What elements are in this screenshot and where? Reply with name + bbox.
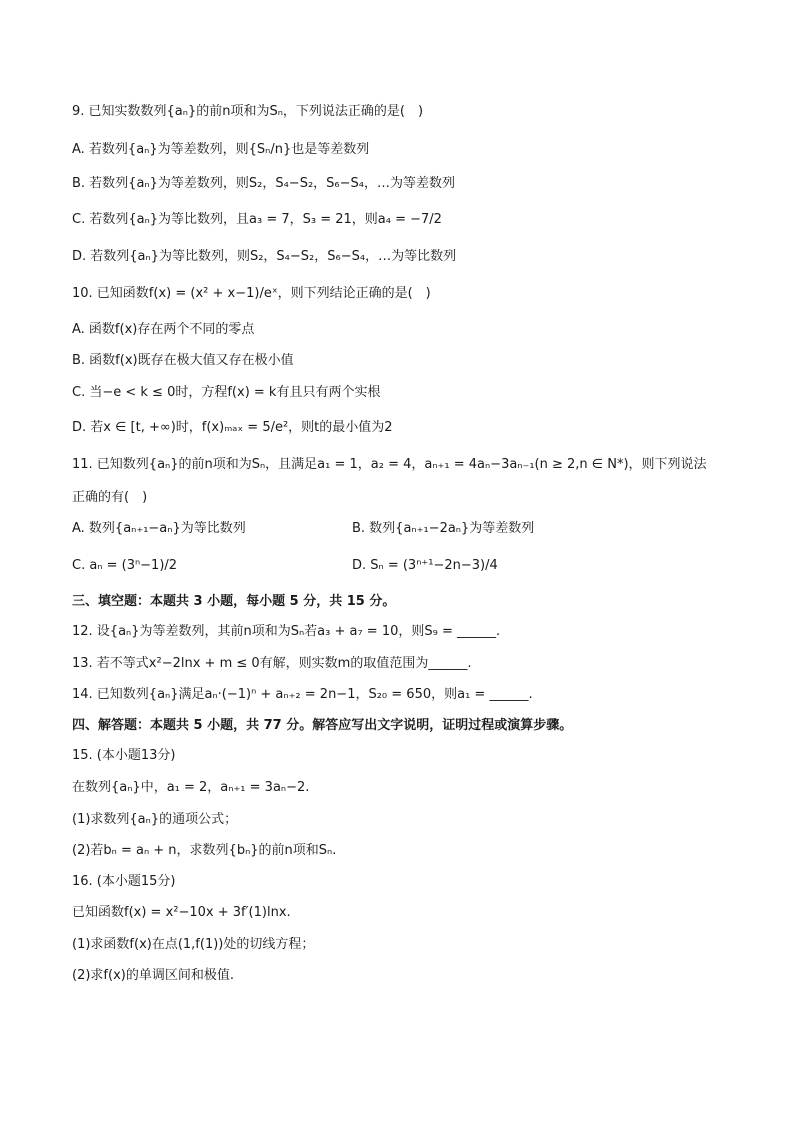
q10-option-c: C. 当−e < k ≤ 0时，方程f(x) = k有且只有两个实根 [72, 385, 381, 400]
q11-option-a: A. 数列{aₙ₊₁−aₙ}为等比数列 [72, 521, 246, 536]
q10-option-b: B. 函数f(x)既存在极大值又存在极小值 [72, 353, 294, 368]
q9-option-a: A. 若数列{aₙ}为等差数列，则{Sₙ/n}也是等差数列 [72, 142, 370, 157]
q15-part1: (1)求数列{aₙ}的通项公式； [72, 812, 238, 827]
q13: 13. 若不等式x²−2lnx + m ≤ 0有解，则实数m的取值范围为______. [72, 656, 472, 671]
q16-part2: (2)求f(x)的单调区间和极值. [72, 968, 234, 983]
q14: 14. 已知数列{aₙ}满足aₙ·(−1)ⁿ + aₙ₊₂ = 2n−1，S₂₀ = 650，则a₁ = ______. [72, 687, 533, 702]
q16-title: 16. (本小题15分) [72, 874, 176, 889]
q15-part2: (2)若bₙ = aₙ + n，求数列{bₙ}的前n项和Sₙ. [72, 843, 337, 858]
q11-option-b: B. 数列{aₙ₊₁−2aₙ}为等差数列 [352, 521, 535, 536]
q11-option-d: D. Sₙ = (3ⁿ⁺¹−2n−3)/4 [352, 558, 498, 573]
q9-option-b: B. 若数列{aₙ}为等差数列，则S₂，S₄−S₂，S₆−S₄，…为等差数列 [72, 176, 455, 191]
q11-stem-line2: 正确的有( ) [72, 490, 148, 505]
q9-stem: 9. 已知实数数列{aₙ}的前n项和为Sₙ，下列说法正确的是( ) [72, 104, 424, 119]
q9-option-d: D. 若数列{aₙ}为等比数列，则S₂，S₄−S₂，S₆−S₄，…为等比数列 [72, 249, 457, 264]
section-heading-fill-in: 三、填空题：本题共 3 小题，每小题 5 分，共 15 分。 [72, 594, 396, 609]
q15-line1: 在数列{aₙ}中，a₁ = 2，aₙ₊₁ = 3aₙ−2. [72, 780, 310, 795]
q16-part1: (1)求函数f(x)在点(1,f(1))处的切线方程； [72, 937, 315, 952]
q12: 12. 设{aₙ}为等差数列，其前n项和为Sₙ若a₃ + a₇ = 10，则S₉ = ______. [72, 624, 501, 639]
q10-option-d: D. 若x ∈ [t, +∞)时，f(x)ₘₐₓ = 5/e²，则t的最小值为2 [72, 420, 393, 435]
q10-option-a: A. 函数f(x)存在两个不同的零点 [72, 322, 255, 337]
q10-stem: 10. 已知函数f(x) = (x² + x−1)/eˣ，则下列结论正确的是( ) [72, 286, 431, 301]
q11-option-c: C. aₙ = (3ⁿ−1)/2 [72, 558, 178, 573]
q9-option-c: C. 若数列{aₙ}为等比数列，且a₃ = 7，S₃ = 21，则a₄ = −7/2 [72, 212, 442, 227]
q16-line1: 已知函数f(x) = x²−10x + 3f′(1)lnx. [72, 905, 291, 920]
q15-title: 15. (本小题13分) [72, 748, 176, 763]
q11-stem-line1: 11. 已知数列{aₙ}的前n项和为Sₙ，且满足a₁ = 1，a₂ = 4，aₙ₊₁ = 4aₙ−3aₙ₋₁(n ≥ 2,n ∈ N*)，则下列说法 [72, 457, 707, 472]
section-heading-solutions: 四、解答题：本题共 5 小题，共 77 分。解答应写出文字说明，证明过程或演算步骤。 [72, 718, 573, 733]
